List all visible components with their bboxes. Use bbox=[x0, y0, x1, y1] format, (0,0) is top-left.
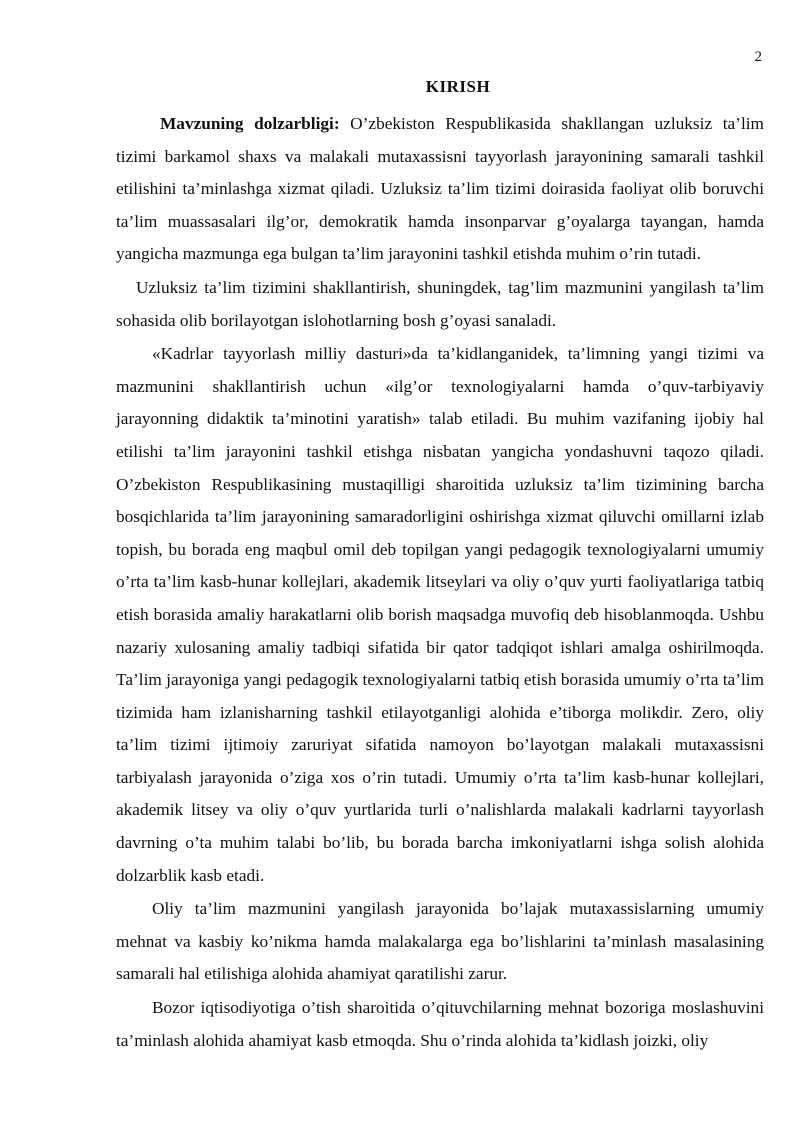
paragraph-higher-education: Oliy ta’lim mazmunini yangilash jarayonida bo’lajak mutaxassislarning umumiy mehnat va kasbiy ko’nikma hamda malakalarga ega bo’lishlarini ta’minlash masalasining samarali hal etilishiga alohida ahamiyat qaratilishi zarur. bbox=[116, 899, 764, 984]
paragraph-market-economy: Bozor iqtisodiyotiga o’tish sharoitida o’qituvchilarning mehnat bozoriga moslashuvini ta’minlash alohida ahamiyat kasb etmoqda. Shu o’rinda alohida ta’kidlash joizki, oliy bbox=[116, 998, 764, 1050]
page-number: 2 bbox=[754, 49, 762, 65]
paragraph-national-program: «Kadrlar tayyorlash milliy dasturi»da ta’kidlanganidek, ta’limning yangi tizimi va mazmunini shakllantirish uchun «ilg’or texnologiyalarni hamda o’quv-tarbiyaviy jarayonning didaktik ta’minotini yaratish» talab etiladi. Bu muhim vazifaning ijobiy hal etilishi ta’lim jarayonini tashkil etishga nisbatan yangicha yondashuvni taqozo qiladi. O’zbekiston Respublikasining mustaqilligi sharoitida uzluksiz ta’lim tizimining barcha bosqichlarida ta’lim jarayonining samaradorligini oshirishga xizmat qiluvchi omillarni izlab topish, bu borada eng maqbul omil deb topilgan yangi pedagogik texnologiyalarni umumiy o’rta ta’lim kasb-hunar kollejlari, akademik litseylari va oliy o’quv yurti faoliyatlariga tatbiq etish borasida amaliy harakatlarni olib borish maqsadga muvofiq deb hisoblanmoqda. Ushbu nazariy xulosaning amaliy tadbiqi sifatida bir qator tadqiqot ishlari amalga oshirilmoqda. Ta’lim jarayoniga yangi pedagogik texnologiyalarni tatbiq etish borasida umumiy o’rta ta’lim tizimida ham izlanisharning tashkil etilayotganligi alohida e’tiborga molikdir. Zero, oliy ta’lim tizimi ijtimoiy zaruriyat sifatida namoyon bo’layotgan malakali mutaxassisni tarbiyalash jarayonida o’ziga xos o’rin tutadi. Umumiy o’rta ta’lim kasb-hunar kollejlari, akademik litsey va oliy o’quv yurtlarida turli o’nalishlarda malakali kadrlarni tayyorlash davrning o’ta muhim talabi bo’lib, bu borada barcha imkoniyatlarni ishga solish alohida dolzarblik kasb etadi. bbox=[116, 344, 764, 885]
document-body bbox=[116, 108, 764, 1057]
paragraph-relevance bbox=[116, 108, 764, 271]
section-heading: KIRISH bbox=[425, 77, 491, 96]
relevance-label: Mavzuning dolzarbligi: bbox=[160, 114, 340, 133]
paragraph-continuous-education: Uzluksiz ta’lim tizimini shakllantirish, shuningdek, tag’lim mazmunini yangilash ta’lim sohasida olib borilayotgan islohotlarning bosh g’oyasi sanaladi. bbox=[116, 277, 764, 330]
relevance-text: O’zbekiston Respublikasida shakllangan uzluksiz ta’lim tizimi barkamol shaxs va malakali mutaxassisni tayyorlash jarayonining samarali tashkil etilishini ta’minlashga xizmat qiladi. Uzluksiz ta’lim tizimi doirasida faoliyat olib boruvchi ta’lim muassasalari ilg’or, demokratik hamda insonparvar g’oyalarga tayangan, hamda yangicha mazmunga ega bulgan ta’lim jarayonini tashkil etishda muhim o’rin tutadi. bbox=[116, 114, 764, 264]
